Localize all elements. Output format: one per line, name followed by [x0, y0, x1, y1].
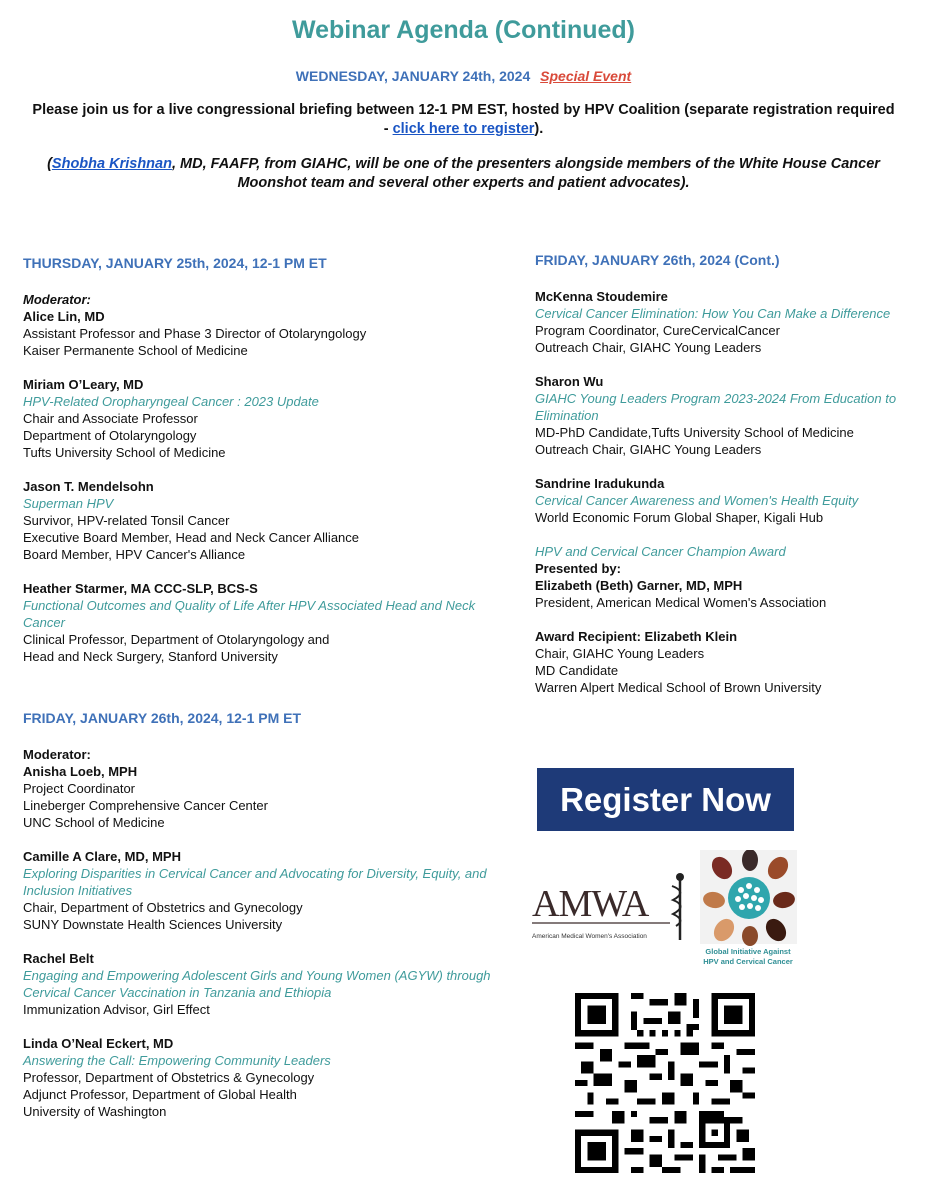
moderator-label: Moderator: [23, 747, 91, 762]
speaker-detail: Department of Otolaryngology [23, 428, 197, 443]
speaker-detail: Adjunct Professor, Department of Global Health [23, 1087, 297, 1102]
award-presenter-title: President, American Medical Women's Association [535, 595, 827, 610]
friday-cont-section [535, 252, 927, 713]
moderator-affiliation: UNC School of Medicine [23, 815, 165, 830]
speaker-detail: World Economic Forum Global Shaper, Kigali Hub [535, 510, 824, 525]
award-presenter-name: Elizabeth (Beth) Garner, MD, MPH [535, 578, 743, 593]
speaker-block [23, 478, 493, 563]
talk-title: HPV-Related Oropharyngeal Cancer : 2023 Update [23, 394, 319, 409]
friday-heading: FRIDAY, JANUARY 26th, 2024, 12-1 PM ET [23, 710, 302, 726]
register-now-button[interactable]: Register Now [537, 768, 794, 831]
speaker-name: Miriam O’Leary, MD [23, 377, 144, 392]
talk-title: Cervical Cancer Elimination: How You Can Make a Difference [535, 306, 891, 321]
speaker-detail: Professor, Department of Obstetrics & Gynecology [23, 1070, 315, 1085]
talk-title: Answering the Call: Empowering Community Leaders [23, 1053, 331, 1068]
speaker-detail: Outreach Chair, GIAHC Young Leaders [535, 442, 762, 457]
talk-title: Cervical Cancer Awareness and Women's Health Equity [535, 493, 859, 508]
recipient-detail: Warren Alpert Medical School of Brown University [535, 680, 822, 695]
moderator-label: Moderator: [23, 292, 91, 307]
speaker-detail: Head and Neck Surgery, Stanford University [23, 649, 278, 664]
speaker-detail: Outreach Chair, GIAHC Young Leaders [535, 340, 762, 355]
briefing-end: ). [534, 121, 544, 137]
talk-title: Exploring Disparities in Cervical Cancer and Advocating for Diversity, Equity, and Inclusion Initiatives [23, 866, 487, 898]
speaker-name: Jason T. Mendelsohn [23, 479, 154, 494]
presenter-text: , MD, FAAFP, from GIAHC, will be one of the presenters alongside members of the White House Cancer Moonshot team and several other experts and patient advocates). [171, 156, 880, 191]
speaker-block [23, 1035, 493, 1120]
moderator-affiliation: Kaiser Permanente School of Medicine [23, 343, 248, 358]
briefing-text: Please join us for a live congressional briefing between 12-1 PM EST, hosted by HPV Coalition (separate registration required - [32, 102, 895, 137]
recipient-detail: Chair, GIAHC Young Leaders [535, 646, 705, 661]
speaker-block [535, 288, 927, 356]
qr-code[interactable] [575, 993, 755, 1173]
award-recipient-block [535, 628, 927, 696]
speaker-block [535, 475, 927, 526]
speaker-detail: Program Coordinator, CureCervicalCancer [535, 323, 780, 338]
speaker-name: Sandrine Iradukunda [535, 476, 665, 491]
thursday-heading: THURSDAY, JANUARY 25th, 2024, 12-1 PM ET [23, 255, 327, 271]
award-title: HPV and Cervical Cancer Champion Award [535, 544, 786, 559]
speaker-block [23, 950, 493, 1018]
speaker-block [23, 376, 493, 461]
amwa-logo-text: AMWA [532, 883, 649, 925]
friday-section [23, 710, 493, 1137]
talk-title: Functional Outcomes and Quality of Life After HPV Associated Head and Neck Cancer [23, 598, 476, 630]
moderator-name: Alice Lin, MD [23, 309, 105, 324]
register-link[interactable]: click here to register [392, 121, 535, 137]
speaker-detail: Board Member, HPV Cancer's Alliance [23, 547, 246, 562]
wednesday-line [0, 68, 927, 84]
speaker-detail: Immunization Advisor, Girl Effect [23, 1002, 210, 1017]
speaker-detail: MD-PhD Candidate,Tufts University School of Medicine [535, 425, 854, 440]
moderator-title: Project Coordinator [23, 781, 135, 796]
presenter-link[interactable]: Shobha Krishnan [51, 156, 172, 172]
moderator-name: Anisha Loeb, MPH [23, 764, 138, 779]
speaker-detail: Tufts University School of Medicine [23, 445, 226, 460]
giahc-logo [700, 850, 797, 968]
speaker-name: Heather Starmer, MA CCC-SLP, BCS-S [23, 581, 258, 596]
recipient-detail: MD Candidate [535, 663, 619, 678]
speaker-detail: Survivor, HPV-related Tonsil Cancer [23, 513, 230, 528]
speaker-detail: SUNY Downstate Health Sciences University [23, 917, 283, 932]
moderator-affiliation: Lineberger Comprehensive Cancer Center [23, 798, 268, 813]
speaker-block [23, 580, 493, 665]
speaker-block [23, 848, 493, 933]
wednesday-date: WEDNESDAY, JANUARY 24th, 2024 [295, 68, 531, 84]
thursday-section [23, 255, 493, 682]
presenter-open: ( [47, 156, 52, 172]
friday-moderator [23, 746, 493, 831]
award-recipient: Award Recipient: Elizabeth Klein [535, 629, 738, 644]
amwa-logo [530, 868, 695, 948]
page-title: Webinar Agenda (Continued) [291, 16, 636, 44]
talk-title: Superman HPV [23, 496, 114, 511]
award-block [535, 543, 927, 611]
speaker-detail: University of Washington [23, 1104, 167, 1119]
thursday-moderator [23, 291, 493, 359]
speaker-detail: Chair, Department of Obstetrics and Gynecology [23, 900, 303, 915]
special-event-label: Special Event [540, 68, 632, 84]
speaker-detail: Executive Board Member, Head and Neck Cancer Alliance [23, 530, 360, 545]
presenter-notice [30, 155, 897, 193]
speaker-detail: Clinical Professor, Department of Otolaryngology and [23, 632, 330, 647]
giahc-caption: Global Initiative Against [705, 947, 791, 956]
giahc-caption: HPV and Cervical Cancer [703, 957, 793, 966]
friday-cont-heading: FRIDAY, JANUARY 26th, 2024 (Cont.) [535, 252, 780, 268]
speaker-name: Sharon Wu [535, 374, 604, 389]
moderator-title: Assistant Professor and Phase 3 Director of Otolaryngology [23, 326, 367, 341]
amwa-caption: American Medical Women's Association [532, 933, 647, 940]
talk-title: Engaging and Empowering Adolescent Girls and Young Women (AGYW) through Cervical Cancer Vaccination in Tanzania and Ethiopia [23, 968, 491, 1000]
presented-by-label: Presented by: [535, 561, 621, 576]
briefing-notice [30, 101, 897, 139]
speaker-name: Camille A Clare, MD, MPH [23, 849, 181, 864]
speaker-block [535, 373, 927, 458]
speaker-name: Rachel Belt [23, 951, 94, 966]
speaker-name: Linda O’Neal Eckert, MD [23, 1036, 174, 1051]
talk-title: GIAHC Young Leaders Program 2023-2024 From Education to Elimination [535, 391, 897, 423]
speaker-detail: Chair and Associate Professor [23, 411, 198, 426]
speaker-name: McKenna Stoudemire [535, 289, 668, 304]
